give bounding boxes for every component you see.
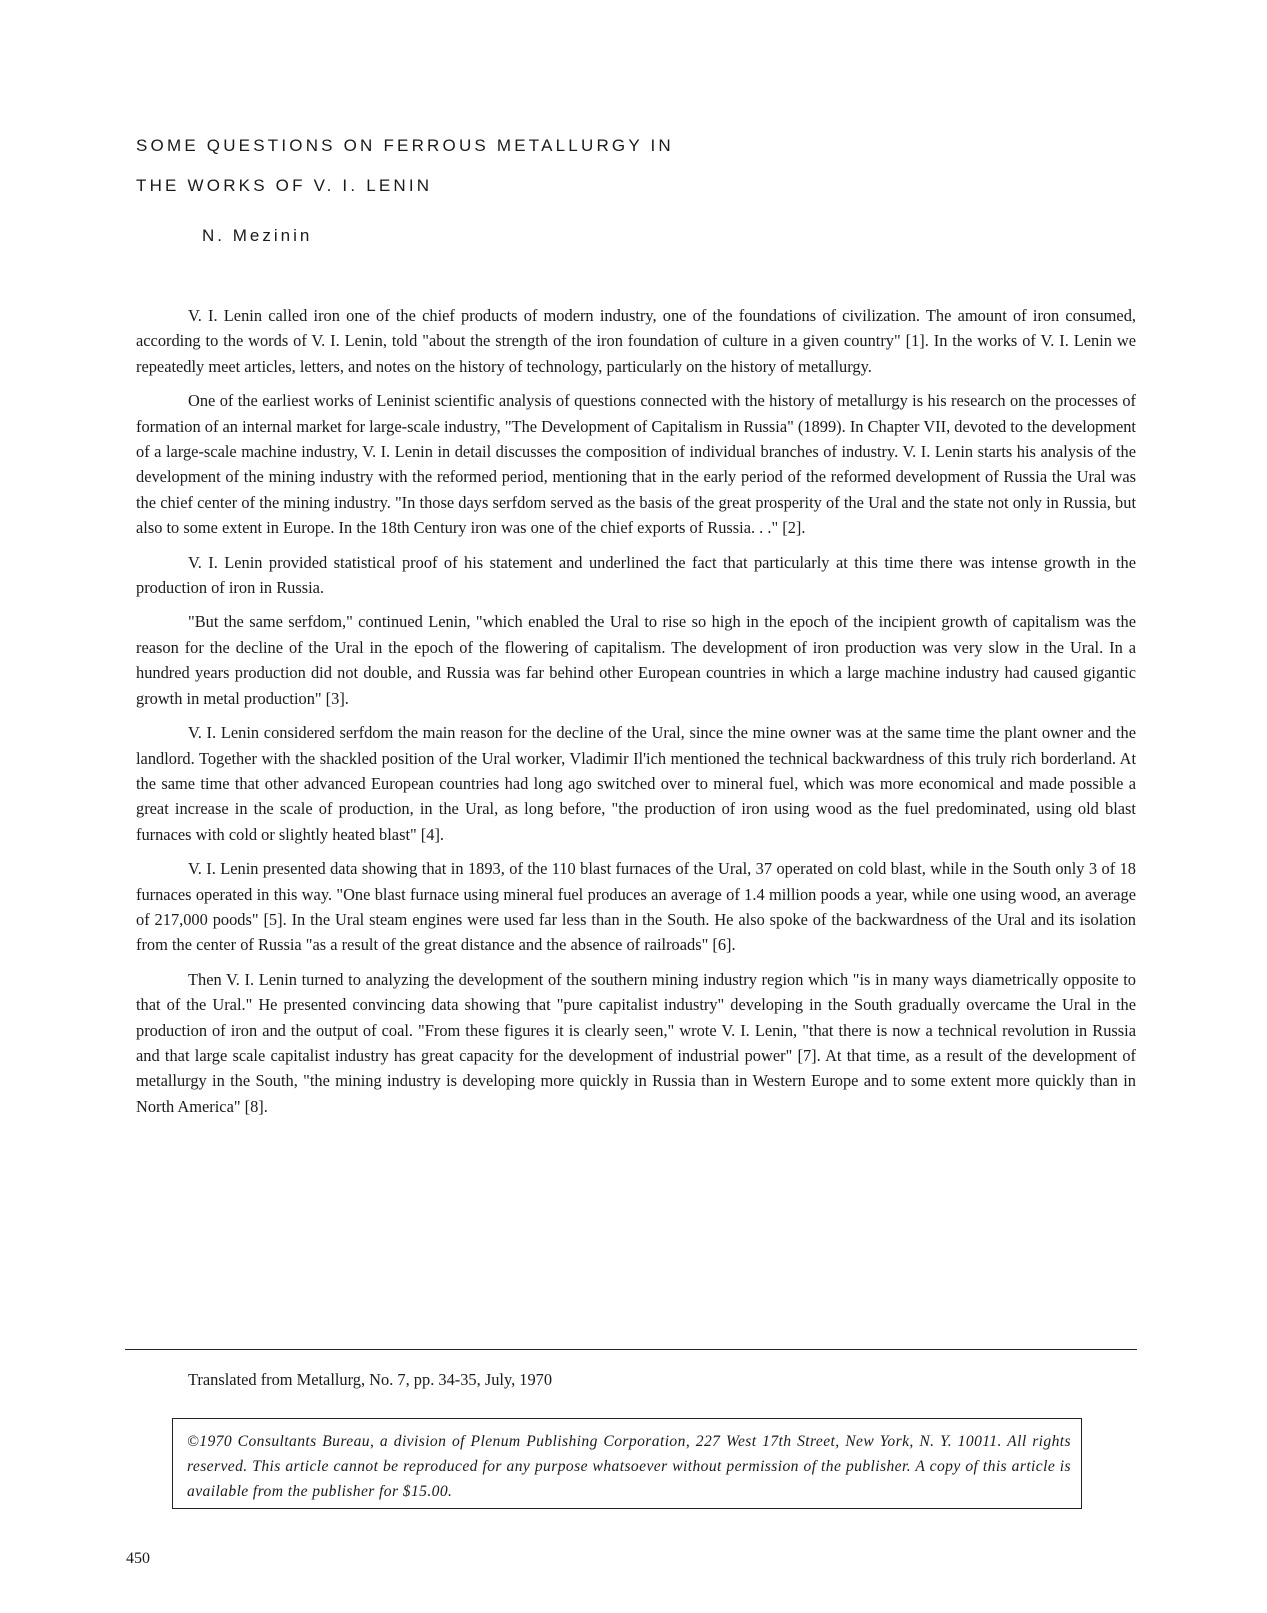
paragraph-5: V. I. Lenin considered serfdom the main reason for the decline of the Ural, since the mine owner was at the same time the plant owner and the landlord. Together with the shackled position of the Ural worker, Vladimir Il'ich mentioned the technical backwardness of this truly rich borderland. At the same time that other advanced European countries had long ago switched over to mineral fuel, which was more economical and made possible a great increase in the scale of production, in the Ural, as long before, "the production of iron using wood as the fuel predominated, using old blast furnaces with cold or slightly heated blast" [4]. xyxy=(136,723,1136,844)
paragraph-7: Then V. I. Lenin turned to analyzing the development of the southern mining industry region which "is in many ways diametrically opposite to that of the Ural." He presented convincing data showing that "pure capitalist industry" developing in the South gradually overcame the Ural in the production of iron and the output of coal. "From these figures it is clearly seen," wrote V. I. Lenin, "that there is now a technical revolution in Russia and that large scale capitalist industry has great capacity for the development of industrial power" [7]. At that time, as a result of the development of metallurgy in the South, "the mining industry is developing more quickly in Russia than in Western Europe and to some extent more quickly than in North America" [8]. xyxy=(136,969,1136,1116)
article-body xyxy=(136,303,1136,1128)
copyright-notice: ©1970 Consultants Bureau, a division of Plenum Publishing Corporation, 227 West 17th Street, New York, N. Y. 10011. All rights reserved. This article cannot be reproduced for any purpose whatsoever without permission of the publisher. A copy of this article is available from the publisher for $15.00. xyxy=(187,1433,1071,1500)
paragraph-1: V. I. Lenin called iron one of the chief products of modern industry, one of the foundations of civilization. The amount of iron consumed, according to the words of V. I. Lenin, told "about the strength of the iron foundation of culture in a given country" [1]. In the works of V. I. Lenin we repeatedly meet articles, letters, and notes on the history of technology, particularly on the history of metallurgy. xyxy=(136,306,1136,376)
footnote-divider xyxy=(125,1349,1137,1350)
copyright-notice-box xyxy=(172,1418,1082,1509)
paragraph-2: One of the earliest works of Leninist scientific analysis of questions connected with the history of metallurgy is his research on the processes of formation of an internal market for large-scale industry, "The Development of Capitalism in Russia" (1899). In Chapter VII, devoted to the development of a large-scale machine industry, V. I. Lenin in detail discusses the composition of individual branches of industry. V. I. Lenin starts his analysis of the development of the mining industry with the reformed period, mentioning that in the early period of the reformed development of Russia the Ural was the chief center of the mining industry. "In those days serfdom served as the basis of the great prosperity of the Ural and the state not only in Russia, but also to some extent in Europe. In the 18th Century iron was one of the chief exports of Russia. . ." [2]. xyxy=(136,391,1136,538)
translation-note: Translated from Metallurg, No. 7, pp. 34-35, July, 1970 xyxy=(188,1370,553,1389)
page-number: 450 xyxy=(126,1550,150,1567)
article-title-line-2: THE WORKS OF V. I. LENIN xyxy=(136,176,433,195)
article-title-line-1: SOME QUESTIONS ON FERROUS METALLURGY IN xyxy=(136,136,674,155)
paragraph-3: V. I. Lenin provided statistical proof of his statement and underlined the fact that particularly at this time there was intense growth in the production of iron in Russia. xyxy=(136,552,1136,598)
paragraph-6: V. I. Lenin presented data showing that in 1893, of the 110 blast furnaces of the Ural, 37 operated on cold blast, while in the South only 3 of 18 furnaces operated in this way. "One blast furnace using mineral fuel produces an average of 1.4 million poods a year, while one using wood, an average of 217,000 poods" [5]. In the Ural steam engines were used far less than in the South. He also spoke of the backwardness of the Ural and its isolation from the center of Russia "as a result of the great distance and the absence of railroads" [6]. xyxy=(136,859,1136,955)
author-name: N. Mezinin xyxy=(202,226,313,245)
paragraph-4: "But the same serfdom," continued Lenin, "which enabled the Ural to rise so high in the epoch of the incipient growth of capitalism was the reason for the decline of the Ural in the epoch of the flowering of capitalism. The development of iron production was very slow in the Ural. In a hundred years production did not double, and Russia was far behind other European countries in which a large machine industry had caused gigantic growth in metal production" [3]. xyxy=(136,612,1136,708)
